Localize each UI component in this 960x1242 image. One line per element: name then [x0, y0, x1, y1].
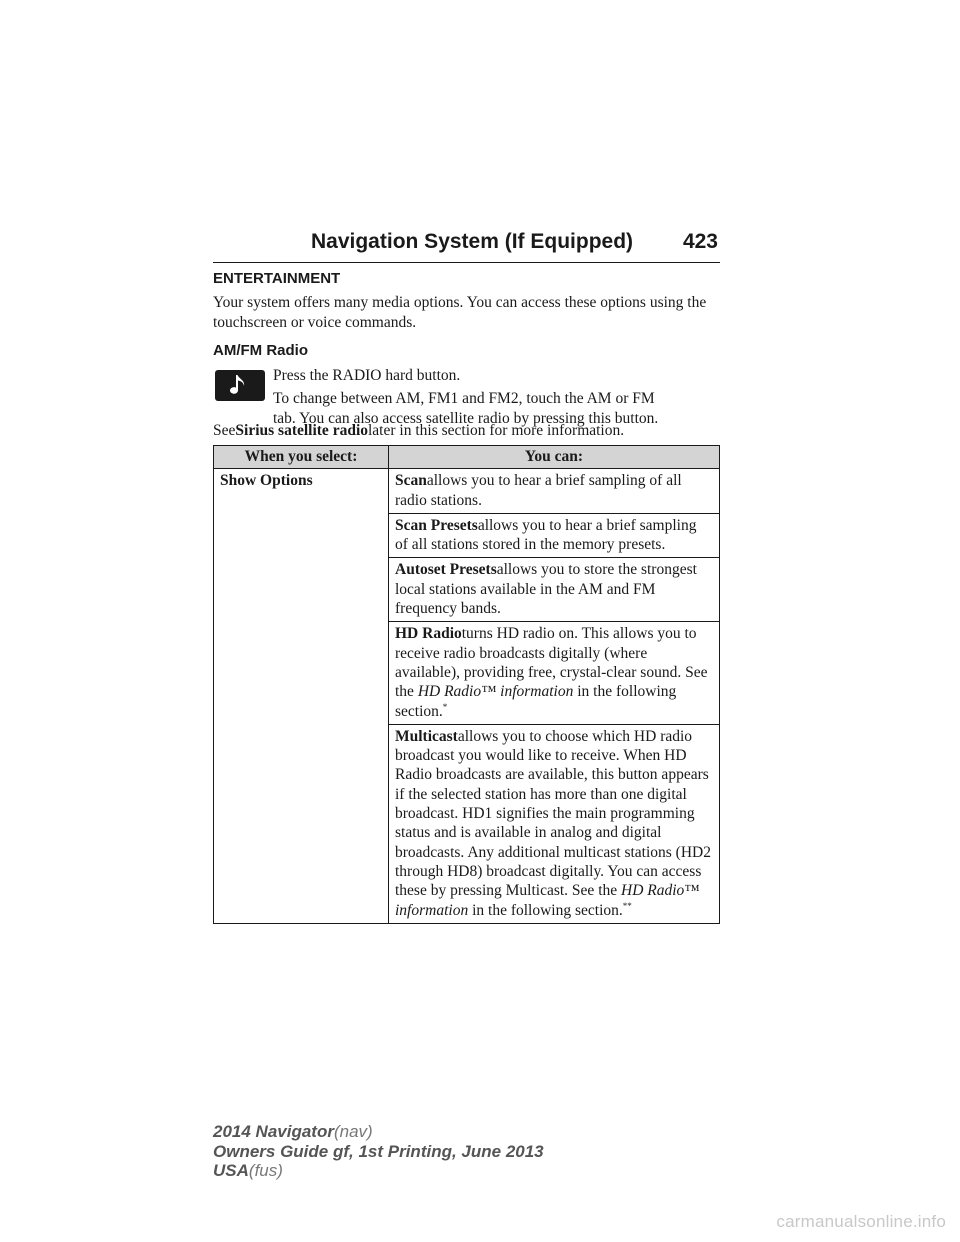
multicast-reference: HD Radio™ information — [395, 882, 700, 919]
section-title: ENTERTAINMENT — [213, 270, 341, 287]
see-reference-text — [213, 421, 733, 441]
multicast-term: Multicast — [395, 727, 458, 745]
footer-line-guide — [213, 1142, 544, 1162]
footer-region-code: (fus) — [248, 1161, 283, 1180]
row-label-show-options: Show Options — [214, 469, 389, 924]
scan-text: allows you to hear a brief sampling of all radio stations. — [395, 472, 682, 509]
options-table — [213, 445, 720, 924]
scan-presets-text: allows you to hear a brief sampling of all stations stored in the memory presets. — [395, 516, 697, 554]
chapter-title: Navigation System (If Equipped) — [311, 230, 634, 253]
see-suffix: later in this section for more information. — [368, 422, 625, 439]
hd-radio-term: HD Radio — [395, 625, 462, 643]
page-number: 423 — [682, 230, 718, 253]
multicast-footnote-mark: ** — [622, 900, 632, 911]
column-header-can: You can: — [389, 446, 720, 469]
hd-radio-reference: HD Radio™ information — [417, 683, 574, 701]
change-band-line-2: tab. You can also access satellite radio by pressing this button. — [273, 410, 659, 427]
intro-paragraph: Your system offers many media options. You can access these options using the touchscreen or voice commands. — [213, 294, 707, 331]
multicast-text: allows you to choose which HD radio broadcast you would like to receive. When HD Radio broadcasts are available, this button appears if the selected station has more than one digital broadcast. HD1 signifies the main programming status and is available in analog and digital broadcasts. Any additional multicast stations (HD2 through HD8) broadcast digitally. You can access these by pressing Multicast. See the — [395, 727, 711, 900]
hd-radio-footnote-mark: * — [442, 701, 448, 712]
scan-presets-term: Scan Presets — [395, 516, 478, 534]
music-note-icon — [215, 370, 265, 401]
scan-presets-description — [389, 513, 720, 558]
scan-description — [389, 469, 720, 514]
page-header — [213, 228, 720, 263]
autoset-text: allows you to store the strongest local stations available in the AM and FM frequency bands. — [395, 561, 697, 618]
see-prefix: See — [213, 422, 236, 439]
footer-model-code: (nav) — [333, 1122, 373, 1141]
document-footer — [213, 1122, 544, 1181]
press-radio-text: Press the RADIO hard button. — [273, 367, 461, 384]
footer-region: USA — [213, 1161, 249, 1180]
site-watermark: carmanualsonline.info — [776, 1212, 946, 1231]
autoset-description — [389, 558, 720, 622]
multicast-suffix: in the following section. — [472, 901, 623, 919]
footer-guide: Owners Guide gf, 1st Printing, June 2013 — [213, 1141, 544, 1161]
table-row — [214, 469, 720, 514]
autoset-term: Autoset Presets — [395, 561, 497, 579]
sirius-reference: Sirius satellite radio — [235, 422, 368, 439]
footer-line-region — [213, 1161, 544, 1181]
subsection-title: AM/FM Radio — [213, 342, 308, 359]
table-header-row — [214, 446, 720, 469]
column-header-select: When you select: — [214, 446, 389, 469]
hd-radio-text: turns HD radio on. This allows you to receive radio broadcasts digitally (where available), providing free, crystal-clear sound. See the — [395, 625, 708, 701]
footer-line-model — [213, 1122, 544, 1142]
scan-term: Scan — [395, 472, 427, 490]
footer-model: 2014 Navigator — [213, 1122, 334, 1141]
multicast-description — [389, 724, 720, 923]
hd-radio-suffix: in the following section. — [395, 683, 677, 720]
change-band-line-1: To change between AM, FM1 and FM2, touch the AM or FM — [273, 390, 655, 407]
hd-radio-description — [389, 622, 720, 724]
